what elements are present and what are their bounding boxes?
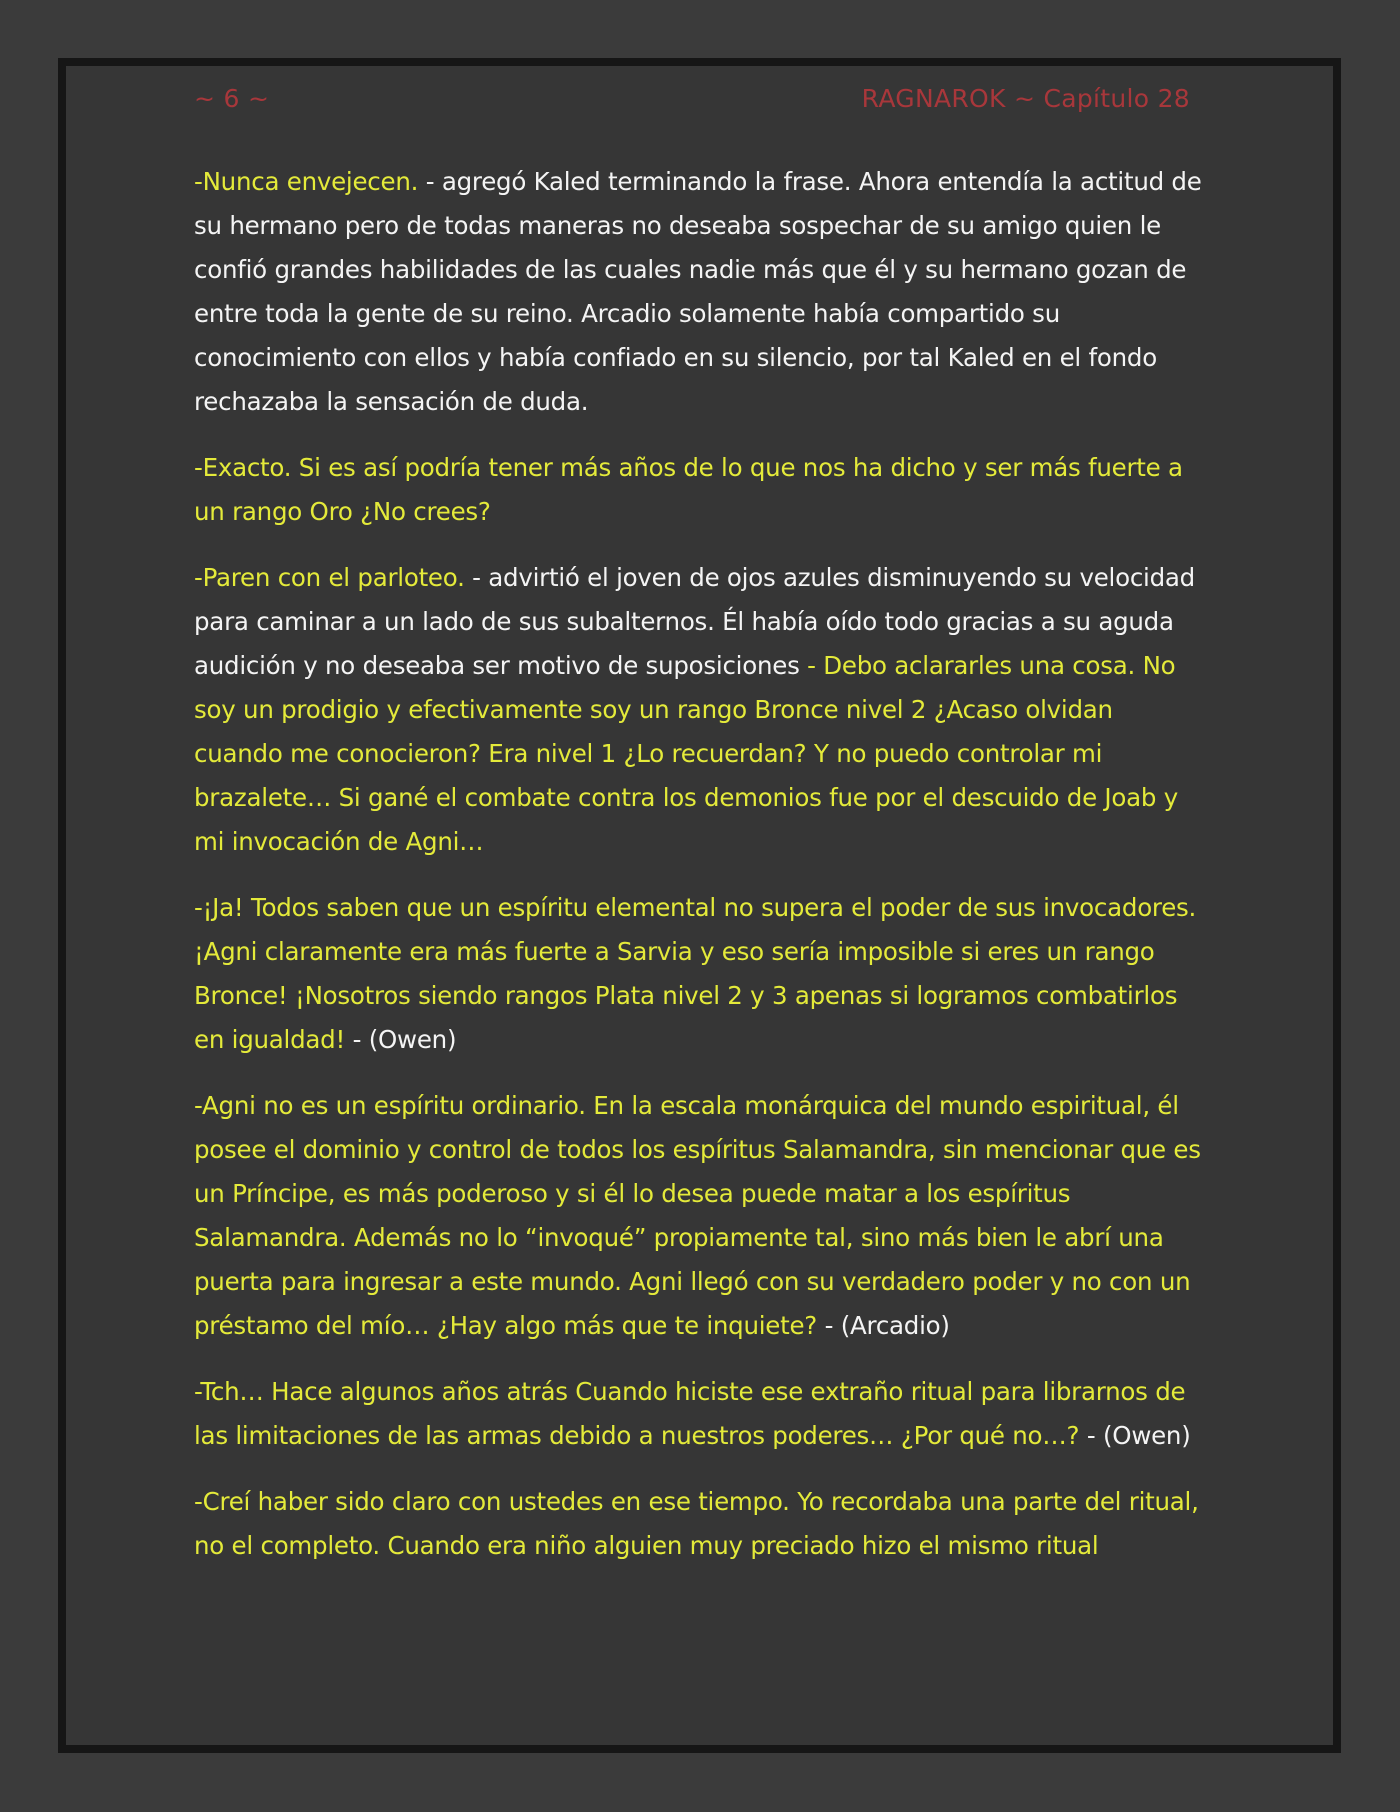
running-title: RAGNAROK ~ Capítulo 28	[861, 84, 1190, 113]
dialogue-text: -Creí haber sido claro con ustedes en ese tiempo. Yo recordaba una parte del ritual, no el completo. Cuando era niño alguien muy preciado hizo el mismo ritual	[194, 1487, 1199, 1560]
dialogue-text: -Tch… Hace algunos años atrás Cuando hiciste ese extraño ritual para librarnos de las limitaciones de las armas debido a nuestros poderes… ¿Por qué no…?	[194, 1377, 1186, 1450]
dialogue-text: - Debo aclararles una cosa. No soy un prodigio y efectivamente soy un rango Bronce nivel 2 ¿Acaso olvidan cuando me conocieron? Era nivel 1 ¿Lo recuerdan? Y no puedo controlar mi brazalete… Si gané el combate contra los demonios fue por el descuido de Joab y mi invocación de Agni…	[194, 651, 1178, 856]
paragraph	[194, 160, 1206, 424]
paragraph	[194, 1084, 1206, 1348]
speaker-tag: - (Owen)	[1086, 1421, 1191, 1450]
narration-text: - agregó Kaled terminando la frase. Ahora entendía la actitud de su hermano pero de todas maneras no deseaba sospechar de su amigo quien le confió grandes habilidades de las cuales nadie más que él y su hermano gozan de entre toda la gente de su reino. Arcadio solamente había compartido su conocimiento con ellos y había confiado en su silencio, por tal Kaled en el fondo rechazaba la sensación de duda.	[194, 167, 1202, 416]
paragraph	[194, 1370, 1206, 1458]
dialogue-text: -Nunca envejecen.	[194, 167, 419, 196]
narration-text: - advirtió el joven de ojos azules disminuyendo su velocidad para caminar a un lado de sus subalternos. Él había oído todo gracias a su aguda audición y no deseaba ser motivo de suposiciones	[194, 563, 1195, 680]
speaker-tag: - (Arcadio)	[824, 1311, 950, 1340]
page-number: ~ 6 ~	[194, 84, 270, 113]
speaker-tag: - (Owen)	[352, 1025, 457, 1054]
paragraph	[194, 886, 1206, 1062]
paragraph	[194, 446, 1206, 534]
dialogue-text: -Agni no es un espíritu ordinario. En la escala monárquica del mundo espiritual, él posee el dominio y control de todos los espíritus Salamandra, sin mencionar que es un Príncipe, es más poderoso y si él lo desea puede matar a los espíritus Salamandra. Además no lo “invoqué” propiamente tal, sino más bien le abrí una puerta para ingresar a este mundo. Agni llegó con su verdadero poder y no con un préstamo del mío… ¿Hay algo más que te inquiete?	[194, 1091, 1201, 1340]
paragraph	[194, 556, 1206, 864]
paragraph	[194, 1480, 1206, 1568]
dialogue-text: -¡Ja! Todos saben que un espíritu elemental no supera el poder de sus invocadores. ¡Agni claramente era más fuerte a Sarvia y eso sería imposible si eres un rango Bronce! ¡Nosotros siendo rangos Plata nivel 2 y 3 apenas si logramos combatirlos en igualdad!	[194, 893, 1197, 1054]
dialogue-text: -Paren con el parloteo.	[194, 563, 465, 592]
page-header	[194, 84, 1190, 124]
dialogue-text: -Exacto. Si es así podría tener más años de lo que nos ha dicho y ser más fuerte a un rango Oro ¿No crees?	[194, 453, 1183, 526]
page-body	[194, 160, 1206, 1590]
